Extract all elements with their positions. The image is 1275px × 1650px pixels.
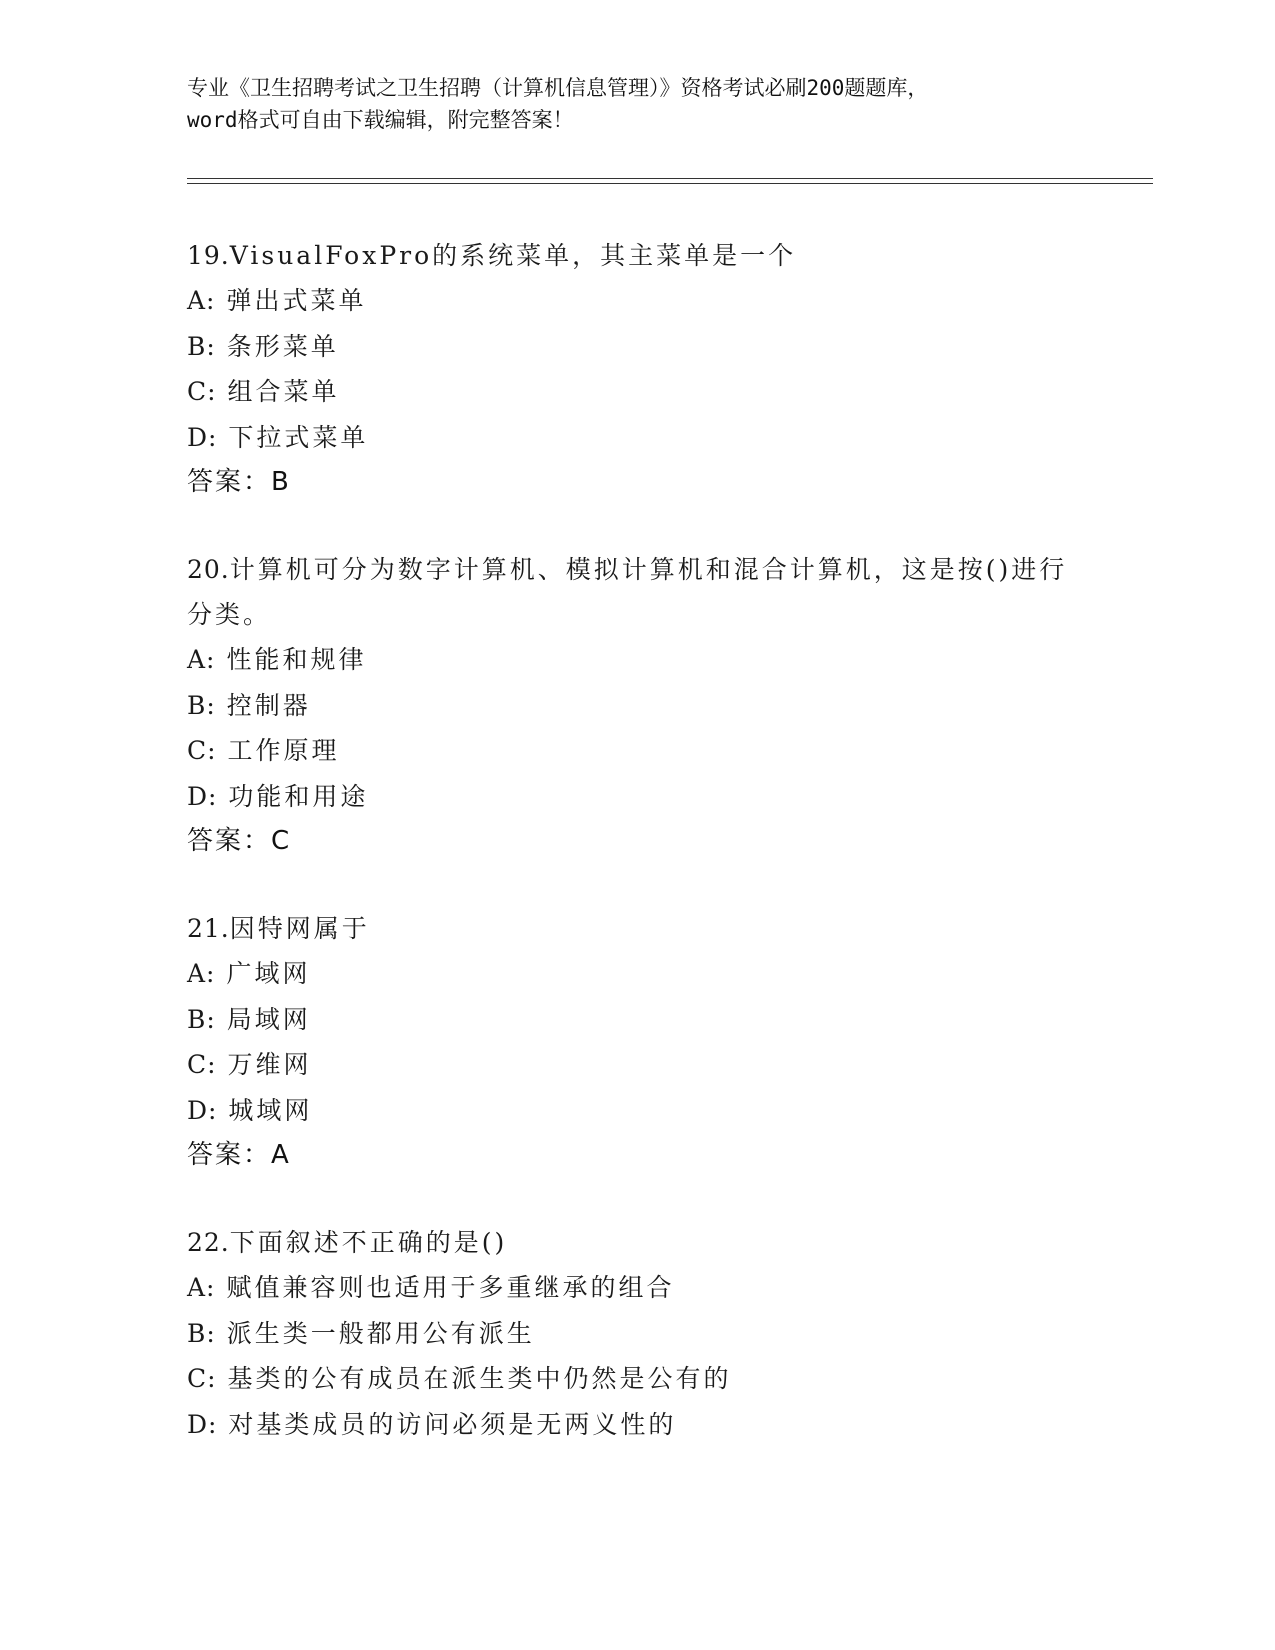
option-d	[187, 1088, 1087, 1134]
document-header	[187, 72, 1087, 136]
option-c	[187, 1356, 1087, 1402]
option-b	[187, 997, 1087, 1043]
option-text: 对基类成员的访问必须是无两义性的	[228, 1409, 677, 1439]
option-text: 广域网	[226, 959, 311, 988]
option-key: D:	[187, 781, 218, 811]
question-stem	[187, 1220, 1087, 1265]
option-key: B:	[187, 690, 216, 720]
option-key: D:	[187, 1095, 218, 1125]
question-text: 下面叙述不正确的是()	[229, 1228, 508, 1257]
option-key: A:	[187, 286, 216, 315]
header-divider-bottom	[187, 183, 1153, 184]
option-c	[187, 369, 1087, 415]
question-list	[187, 233, 1087, 1489]
option-key: D:	[187, 422, 218, 452]
option-text: 城域网	[228, 1095, 313, 1125]
option-a	[187, 637, 1087, 683]
option-b	[187, 683, 1087, 729]
option-key: C:	[187, 1364, 217, 1393]
option-key: C:	[187, 736, 217, 765]
option-key: B:	[187, 1318, 216, 1348]
option-a	[187, 1265, 1087, 1311]
answer-line: 答案：B	[187, 467, 291, 497]
option-key: B:	[187, 331, 216, 361]
question-21	[187, 906, 1087, 1178]
option-key: A:	[187, 959, 216, 988]
question-number: 19.	[187, 241, 230, 270]
option-key: B:	[187, 1004, 216, 1034]
option-d	[187, 1402, 1087, 1448]
answer-line: 答案：A	[187, 1140, 291, 1170]
question-number: 22.	[187, 1228, 230, 1257]
question-number: 20.	[187, 555, 230, 584]
option-text: 功能和用途	[228, 781, 369, 811]
header-divider-top	[187, 178, 1153, 179]
option-text: 基类的公有成员在派生类中仍然是公有的	[227, 1364, 732, 1393]
option-a	[187, 278, 1087, 324]
option-d	[187, 774, 1087, 820]
question-19	[187, 233, 1087, 505]
option-b	[187, 1311, 1087, 1357]
option-key: D:	[187, 1409, 218, 1439]
option-text: 控制器	[226, 690, 311, 720]
question-text: VisualFoxPro的系统菜单，其主菜单是一个	[229, 241, 797, 270]
option-text: 派生类一般都用公有派生	[226, 1318, 535, 1348]
option-text: 工作原理	[227, 736, 340, 765]
question-20	[187, 547, 1087, 864]
option-text: 赋值兼容则也适用于多重继承的组合	[226, 1273, 675, 1302]
question-text: 计算机可分为数字计算机、模拟计算机和混合计算机，这是按()进行分类。	[187, 555, 1068, 629]
option-b	[187, 324, 1087, 370]
option-key: A:	[187, 1273, 216, 1302]
option-c	[187, 728, 1087, 774]
question-number: 21.	[187, 914, 230, 943]
option-key: A:	[187, 645, 216, 674]
question-stem	[187, 233, 1087, 278]
question-stem	[187, 547, 1087, 637]
option-c	[187, 1042, 1087, 1088]
answer-line: 答案：C	[187, 826, 292, 856]
option-text: 局域网	[226, 1004, 311, 1034]
option-text: 万维网	[227, 1050, 312, 1079]
option-text: 下拉式菜单	[228, 422, 369, 452]
question-text: 因特网属于	[229, 914, 370, 943]
question-stem	[187, 906, 1087, 951]
option-key: C:	[187, 1050, 217, 1079]
option-d	[187, 415, 1087, 461]
header-title-line-2: word格式可自由下载编辑，附完整答案！	[187, 108, 574, 132]
option-text: 组合菜单	[227, 377, 340, 406]
option-text: 条形菜单	[226, 331, 339, 361]
option-a	[187, 951, 1087, 997]
option-text: 弹出式菜单	[226, 286, 367, 315]
option-key: C:	[187, 377, 217, 406]
header-title-line-1: 专业《卫生招聘考试之卫生招聘（计算机信息管理）》资格考试必刷200题题库，	[187, 76, 929, 100]
question-22	[187, 1220, 1087, 1447]
option-text: 性能和规律	[226, 645, 367, 674]
